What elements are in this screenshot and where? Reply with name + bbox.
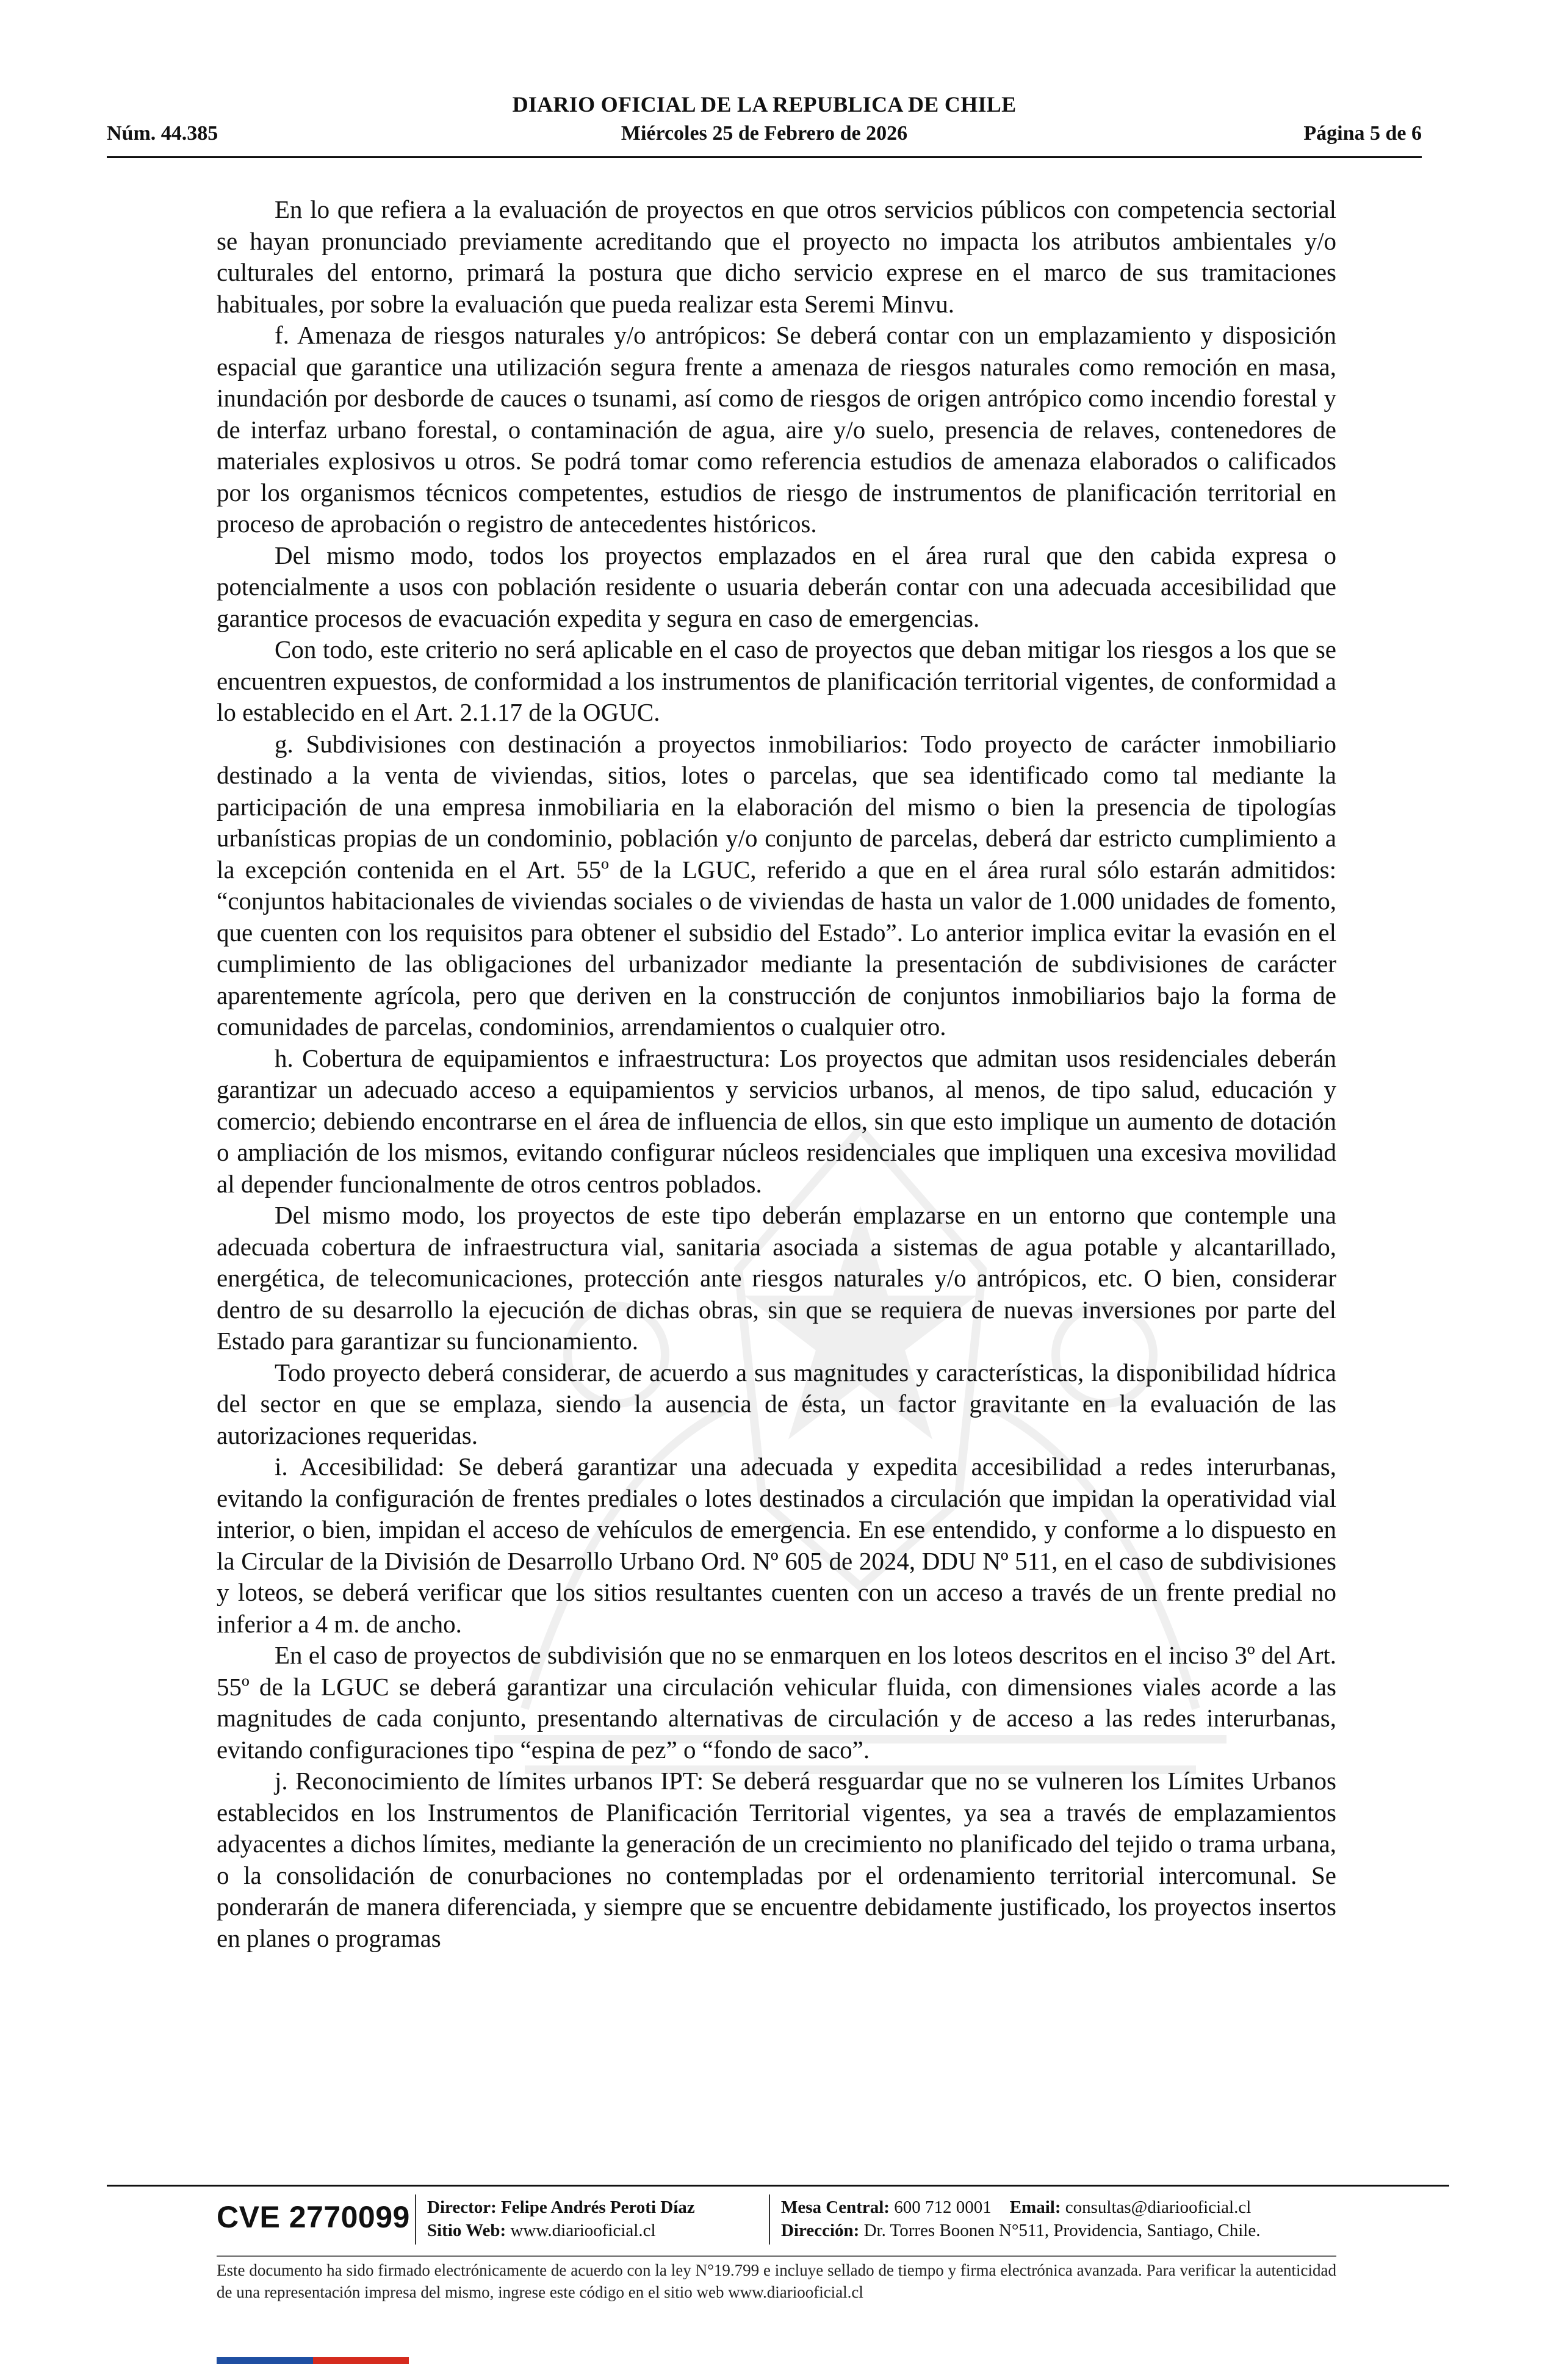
paragraph: Del mismo modo, todos los proyectos emplazados en el área rural que den cabida expresa o potencialmente a usos con población residente o usuaria deberán contar con una adecuada accesibilidad que garantice procesos de evacuación expedita y segura en caso de emergencias. — [217, 541, 1336, 632]
site-link[interactable]: www.diariooficial.cl — [510, 2221, 656, 2240]
paragraph: j. Reconocimiento de límites urbanos IPT: Se deberá resguardar que no se vulneren los Límites Urbanos establecidos en los Instrumentos de Planificación Territorial vigentes, ya sea a través de emplazamientos adyacentes a dichos límites, mediante la generación de un crecimiento no planificado del tejido o trama urbana, o la consolidación de conurbaciones no contempladas por el ordenamiento territorial intercomunal. Se ponderarán de manera diferenciada, y siempre que se encuentre debidamente justificado, los proyectos insertos en planes o programas — [217, 1767, 1336, 1952]
flag-red-segment — [313, 2357, 409, 2364]
footer-contact-block — [781, 2196, 1260, 2242]
email-label: Email: — [1009, 2198, 1061, 2217]
email-link[interactable]: consultas@diariooficial.cl — [1065, 2198, 1252, 2217]
signature-notice: Este documento ha sido firmado electrónicamente de acuerdo con la ley N°19.799 e incluye sellado de tiempo y firma electrónica avanzada. Para verificar la autenticidad de una representación impresa del mismo, ingrese este código en el sitio web www.diariooficial.cl — [217, 2261, 1336, 2301]
footer-separator — [769, 2194, 770, 2245]
cve-code: CVE 2770099 — [217, 2200, 410, 2234]
issue-date: Miércoles 25 de Febrero de 2026 — [621, 122, 908, 145]
address-label: Dirección: — [781, 2221, 860, 2240]
mesa-label: Mesa Central: — [781, 2198, 890, 2217]
page-header — [107, 92, 1422, 159]
document-body — [217, 194, 1336, 1954]
director-label: Director: — [427, 2198, 497, 2217]
paragraph: Con todo, este criterio no será aplicable en el caso de proyectos que deban mitigar los riesgos a los que se encuentren expuestos, de conformidad a los instrumentos de planificación territorial vigentes, de conformidad a lo establecido en el Art. 2.1.17 de la OGUC. — [217, 635, 1336, 726]
paragraph: En lo que refiera a la evaluación de proyectos en que otros servicios públicos con competencia sectorial se hayan pronunciado previamente acreditando que el proyecto no impacta los atributos ambientales y/o culturales del entorno, primará la postura que dicho servicio exprese en el marco de sus tramitaciones habituales, por sobre la evaluación que pueda realizar esta Seremi Minvu. — [217, 195, 1336, 318]
paragraph: Todo proyecto deberá considerar, de acuerdo a sus magnitudes y características, la disponibilidad hídrica del sector en que se emplaza, siendo la ausencia de ésta, un factor gravitante en la evaluación de las autorizaciones requeridas. — [217, 1358, 1336, 1449]
page-indicator: Página 5 de 6 — [1303, 122, 1422, 145]
footer-separator — [415, 2194, 416, 2245]
flag-blue-segment — [217, 2357, 313, 2364]
header-divider — [107, 156, 1422, 158]
gazette-title: DIARIO OFICIAL DE LA REPUBLICA DE CHILE — [512, 92, 1017, 117]
paragraph: f. Amenaza de riesgos naturales y/o antrópicos: Se deberá contar con un emplazamiento y disposición espacial que garantice una utilización segura frente a amenaza de riesgos naturales como remoción en masa, inundación por desborde de cauces o tsunami, así como de riesgos de origen antrópico como incendio forestal y de interfaz urbano forestal, o contaminación de agua, aire y/o suelo, presencia de relaves, contenedores de materiales explosivos u otros. Se podrá tomar como referencia estudios de amenaza elaborados o calificados por los organismos técnicos competentes, estudios de riesgo de instrumentos de planificación territorial en proceso de aprobación o registro de antecedentes históricos. — [217, 321, 1336, 538]
paragraph: i. Accesibilidad: Se deberá garantizar una adecuada y expedita accesibilidad a redes interurbanas, evitando la configuración de frentes prediales o lotes destinados a circulación que impidan la operatividad vial interior, o bien, impidan el acceso de vehículos de emergencia. En ese entendido, y conforme a lo dispuesto en la Circular de la División de Desarrollo Urbano Ord. Nº 605 de 2024, DDU Nº 511, en el caso de subdivisiones y loteos, se deberá verificar que los sitios resultantes cuenten con un acceso a través de un frente predial no inferior a 4 m. de ancho. — [217, 1452, 1336, 1638]
director-name: Felipe Andrés Peroti Díaz — [501, 2198, 695, 2217]
footer-director-block — [427, 2196, 695, 2242]
mesa-phone: 600 712 0001 — [894, 2198, 992, 2217]
paragraph: En el caso de proyectos de subdivisión que no se enmarquen en los loteos descritos en el inciso 3º del Art. 55º de la LGUC se deberá garantizar una circulación vehicular fluida, con dimensiones viales acorde a las magnitudes de cada conjunto, presentando alternativas de circulación y de acceso a las redes interurbanas, evitando configuraciones tipo “espina de pez” o “fondo de saco”. — [217, 1641, 1336, 1764]
chile-flag-stripe — [217, 2357, 409, 2364]
paragraph: g. Subdivisiones con destinación a proyectos inmobiliarios: Todo proyecto de carácter inmobiliario destinado a la venta de viviendas, sitios, lotes o parcelas, que sea identificado como tal mediante la participación de una empresa inmobiliaria en la elaboración del mismo o bien la presencia de tipologías urbanísticas propias de un condominio, población y/o conjunto de parcelas, deberá dar estricto cumplimiento a la excepción contenida en el Art. 55º de la LGUC, referido a que en el área rural sólo estarán admitidos: “conjuntos habitacionales de viviendas sociales o de viviendas de hasta un valor de 1.000 unidades de fomento, que cuenten con los requisitos para obtener el subsidio del Estado”. Lo anterior implica evitar la evasión en el cumplimiento de las obligaciones del urbanizador mediante la presentación de subdivisiones de carácter aparentemente agrícola, pero que deriven en la construcción de conjuntos inmobiliarios bajo la forma de comunidades de parcelas, condominios, arrendamientos o cualquier otro. — [217, 729, 1336, 1040]
site-label: Sitio Web: — [427, 2221, 506, 2240]
address-value: Dr. Torres Boonen N°511, Providencia, Santiago, Chile. — [863, 2221, 1261, 2240]
footer-divider — [107, 2185, 1449, 2187]
footer-divider-thin — [217, 2256, 1336, 2257]
page-footer — [217, 2194, 1336, 2246]
issue-number: Núm. 44.385 — [107, 122, 218, 145]
paragraph: Del mismo modo, los proyectos de este tipo deberán emplazarse en un entorno que contemple una adecuada cobertura de infraestructura vial, sanitaria asociada a sistemas de agua potable y alcantarillado, energética, de telecomunicaciones, protección ante riesgos naturales y/o antrópicos, etc. O bien, considerar dentro de su desarrollo la ejecución de dichas obras, sin que se requiera de nuevas inversiones por parte del Estado para garantizar su funcionamiento. — [217, 1201, 1336, 1355]
paragraph: h. Cobertura de equipamientos e infraestructura: Los proyectos que admitan usos residenciales deberán garantizar un adecuado acceso a equipamientos y servicios urbanos, al menos, de tipo salud, educación y comercio; debiendo encontrarse en el área de influencia de ellos, sin que esto implique un aumento de dotación o ampliación de los mismos, evitando configurar núcleos residenciales que impliquen una excesiva movilidad al depender funcionalmente de otros centros poblados. — [217, 1044, 1336, 1198]
